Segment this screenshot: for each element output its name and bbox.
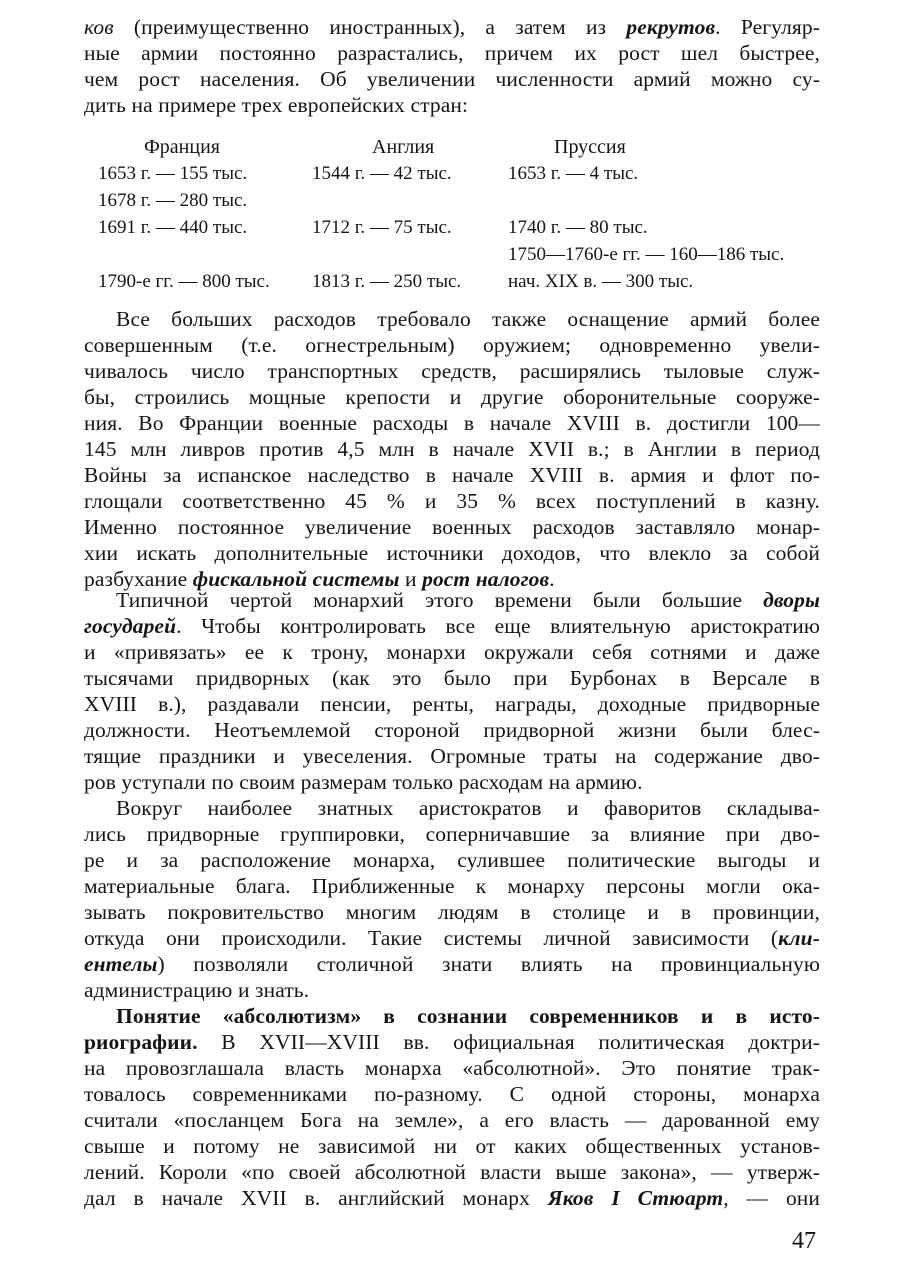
table-cell: 1653 г. — 4 тыс. [508, 163, 639, 184]
text-line: чем рост населения. Об увеличении численности армий можно су- [84, 67, 820, 91]
text-span: и [399, 567, 423, 591]
section-heading: риографии. [84, 1030, 198, 1054]
italic-term-fiscal-system: фискальной системы [192, 567, 400, 591]
text-line: хии искать дополнительные источники доходов, что влекло за собой [84, 541, 820, 565]
column-header-prussia: Пруссия [554, 136, 626, 158]
text-line: Войны за испанское наследство в начале XVIII в. армия и флот по- [84, 463, 820, 487]
text-line: ные армии постоянно разрастались, причем их рост шел быстрее, [84, 41, 820, 65]
text-line: совершенным (т.е. огнестрельным) оружием; одновременно увели- [84, 333, 820, 357]
text-line: Вокруг наиболее знатных аристократов и фаворитов складыва- [116, 796, 820, 820]
text-line [84, 1003, 820, 1029]
text-line: тысячами придворных (как это было при Бурбонах в Версале в [84, 666, 820, 690]
text-span: Типичной чертой монархий этого времени были большие [116, 588, 764, 612]
text-span: . Регуляр- [715, 15, 820, 39]
text-span: ) позволяли столичной знати влиять на провинциальную [157, 952, 820, 976]
text-line: глощали соответственно 45 % и 35 % всех поступлений в казну. [84, 489, 820, 513]
italic-term-clienteles: кли- [778, 926, 820, 950]
section-heading: Понятие «абсолютизм» в сознании современников и в исто- [116, 1004, 820, 1028]
text-line: должности. Неотъемлемой стороной придворной жизни были блес- [84, 718, 820, 742]
text-line: тящие праздники и увеселения. Огромные траты на содержание дво- [84, 744, 820, 768]
paragraph-court-factions [84, 795, 820, 1003]
text-line: ния. Во Франции военные расходы в начале XVIII в. достигли 100— [84, 411, 820, 435]
paragraph-military-expenses [84, 306, 820, 592]
text-line [84, 587, 820, 613]
text-line: на провозглашала власть монарха «абсолютной». Это понятие трак- [84, 1056, 820, 1080]
text-line [84, 613, 820, 639]
table-cell: 1750—1760-е гг. — 160—186 тыс. [508, 244, 785, 265]
column-header-england: Англия [372, 136, 435, 158]
text-span: В XVII—XVIII вв. официальная политическая доктри- [197, 1030, 820, 1054]
text-line: администрацию и знать. [84, 978, 310, 1002]
text-line: товалось современниками по-разному. С одной стороны, монарха [84, 1082, 820, 1106]
text-line: 145 млн ливров против 4,5 млн в начале XVII в.; в Англии в период [84, 437, 820, 461]
paragraph-absolutism-concept [84, 1003, 820, 1211]
text-line: XVIII в.), раздавали пенсии, ренты, награды, доходные придворные [84, 692, 820, 716]
text-line: чивалось число транспортных средств, расширялись тыловые служ- [84, 359, 820, 383]
text-line [84, 925, 820, 951]
text-line: считали «посланцем Бога на земле», а его власть — дарованной ему [84, 1108, 820, 1132]
text-span: (преимущественно иностранных), а затем из [113, 15, 627, 39]
table-cell: 1790-е гг. — 800 тыс. [98, 271, 270, 292]
text-line: Все больших расходов требовало также оснащение армий более [116, 307, 820, 331]
text-line [84, 951, 820, 977]
table-cell: 1813 г. — 250 тыс. [312, 271, 462, 292]
italic-term-courts: дворы [763, 588, 820, 612]
text-line: Именно постоянное увеличение военных расходов заставляло монар- [84, 515, 820, 539]
paragraph-royal-courts [84, 587, 820, 795]
italic-term-sovereigns: государей [84, 614, 177, 638]
text-line: ров уступали по своим размерам только расходам на армию. [84, 770, 643, 794]
italic-term-recruits: рекрутов [626, 15, 716, 39]
text-span: , — они [723, 1186, 821, 1210]
text-span: . [549, 567, 555, 591]
table-cell: 1712 г. — 75 тыс. [312, 217, 452, 238]
text-line: бы, строились мощные крепости и другие оборонительные сооруже- [84, 385, 820, 409]
column-header-france: Франция [144, 136, 220, 158]
text-line: свыше и потому не зависимой ни от каких общественных установ- [84, 1134, 820, 1158]
table-cell: нач. XIX в. — 300 тыс. [508, 271, 694, 292]
text-span: откуда они происходили. Такие системы личной зависимости ( [84, 926, 779, 950]
text-line: дить на примере трех европейских стран: [84, 93, 469, 117]
italic-term-tax-growth: рост налогов [422, 567, 550, 591]
paragraph-armies [84, 14, 820, 118]
table-cell: 1691 г. — 440 тыс. [98, 217, 248, 238]
italic-term: ков [84, 15, 114, 39]
text-line: зывать покровительство многим людям в столице и в провинции, [84, 900, 820, 924]
text-line: лений. Короли «по своей абсолютной власти выше закона», — утверж- [84, 1160, 820, 1184]
table-cell: 1653 г. — 155 тыс. [98, 163, 248, 184]
text-span: дал в начале XVII в. английский монарх [84, 1186, 548, 1210]
text-line: лись придворные группировки, соперничавшие за влияние при дво- [84, 822, 820, 846]
text-line: ре и за расположение монарха, сулившее политические выгоды и [84, 848, 820, 872]
text-span: . Чтобы контролировать все еще влиятельную аристократию [176, 614, 820, 638]
text-line [84, 1185, 820, 1211]
text-line [84, 1029, 820, 1055]
table-cell: 1678 г. — 280 тыс. [98, 190, 248, 211]
table-cell: 1544 г. — 42 тыс. [312, 163, 452, 184]
text-line: и «привязать» ее к трону, монархи окружали себя сотнями и даже [84, 640, 820, 664]
text-line: материальные блага. Приближенные к монарху персоны могли ока- [84, 874, 820, 898]
table-cell: 1740 г. — 80 тыс. [508, 217, 648, 238]
text-span: разбухание [84, 567, 193, 591]
text-line [84, 14, 820, 40]
page-number: 47 [792, 1228, 816, 1254]
italic-term-james-stuart: Яков I Стюарт [547, 1186, 724, 1210]
italic-term-clienteles: ентелы [84, 952, 158, 976]
